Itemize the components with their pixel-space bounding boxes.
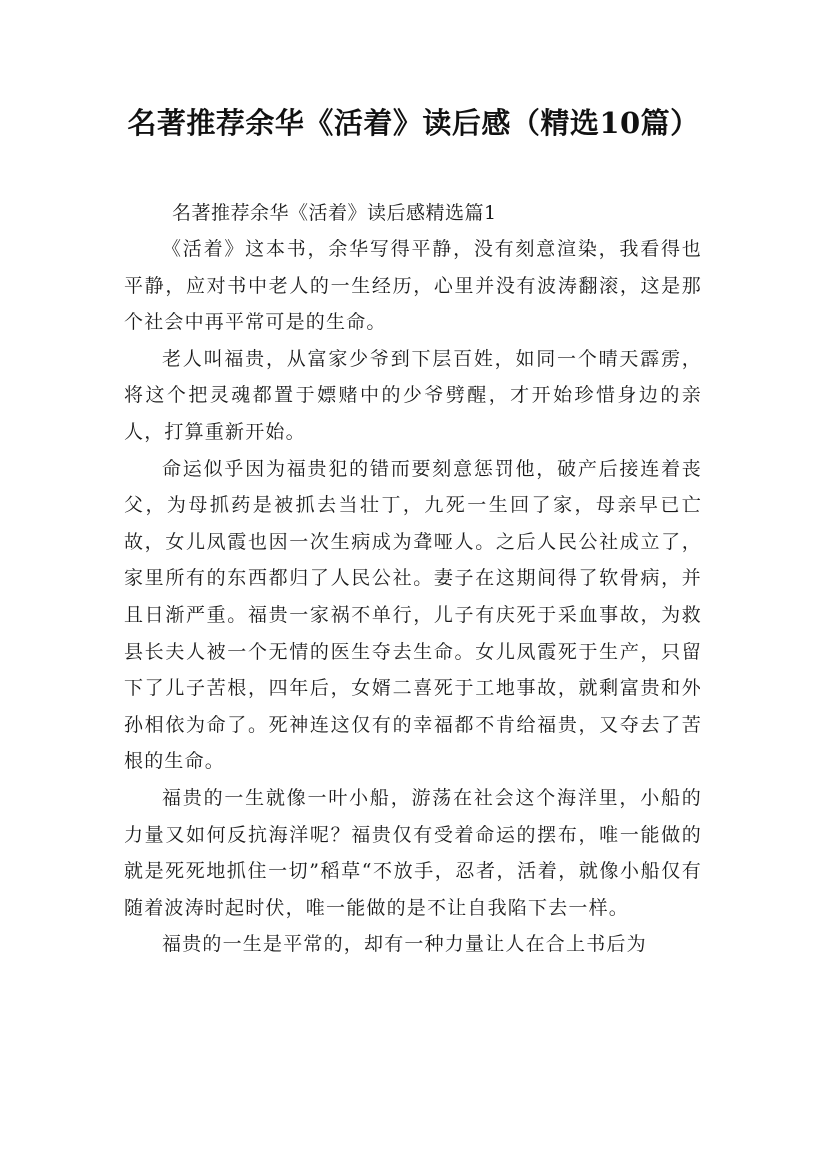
document-title: 名著推荐余华《活着》读后感（精选10篇）	[127, 106, 700, 140]
paragraph-1: 《活着》这本书，余华写得平静，没有刻意渲染，我看得也平静，应对书中老人的一生经历，心里并没有波涛翻滚，这是那个社会中再平常可是的生命。	[124, 238, 702, 334]
paragraph-3: 命运似乎因为福贵犯的错而要刻意惩罚他，破产后接连着丧父，为母抓药是被抓去当壮丁，九死一生回了家，母亲早已亡故，女儿凤霞也因一次生病成为聋哑人。之后人民公社成立了，家里所有的东西都归了人民公社。妻子在这期间得了软骨病，并且日渐严重。福贵一家祸不单行，儿子有庆死于采血事故，为救县长夫人被一个无情的医生夺去生命。女儿凤霞死于生产，只留下了儿子苦根，四年后，女婿二喜死于工地事故，就剩富贵和外孙相依为命了。死神连这仅有的幸福都不肯给福贵，又夺去了苦根的生命。	[124, 457, 702, 773]
paragraph-4: 福贵的一生就像一叶小船，游荡在社会这个海洋里，小船的力量又如何反抗海洋呢？福贵仅有受着命运的摆布，唯一能做的就是死死地抓住一切”稻草“不放手，忍者，活着，就像小船仅有随着波涛时起时伏，唯一能做的是不让自我陷下去一样。	[124, 786, 702, 919]
paragraph-2: 老人叫福贵，从富家少爷到下层百姓，如同一个晴天霹雳，将这个把灵魂都置于嫖赌中的少爷劈醒，才开始珍惜身边的亲人，打算重新开始。	[124, 347, 702, 443]
section-heading: 名著推荐余华《活着》读后感精选篇1	[172, 202, 497, 224]
document-body	[124, 195, 702, 963]
paragraph-5: 福贵的一生是平常的，却有一种力量让人在合上书后为	[162, 933, 647, 956]
